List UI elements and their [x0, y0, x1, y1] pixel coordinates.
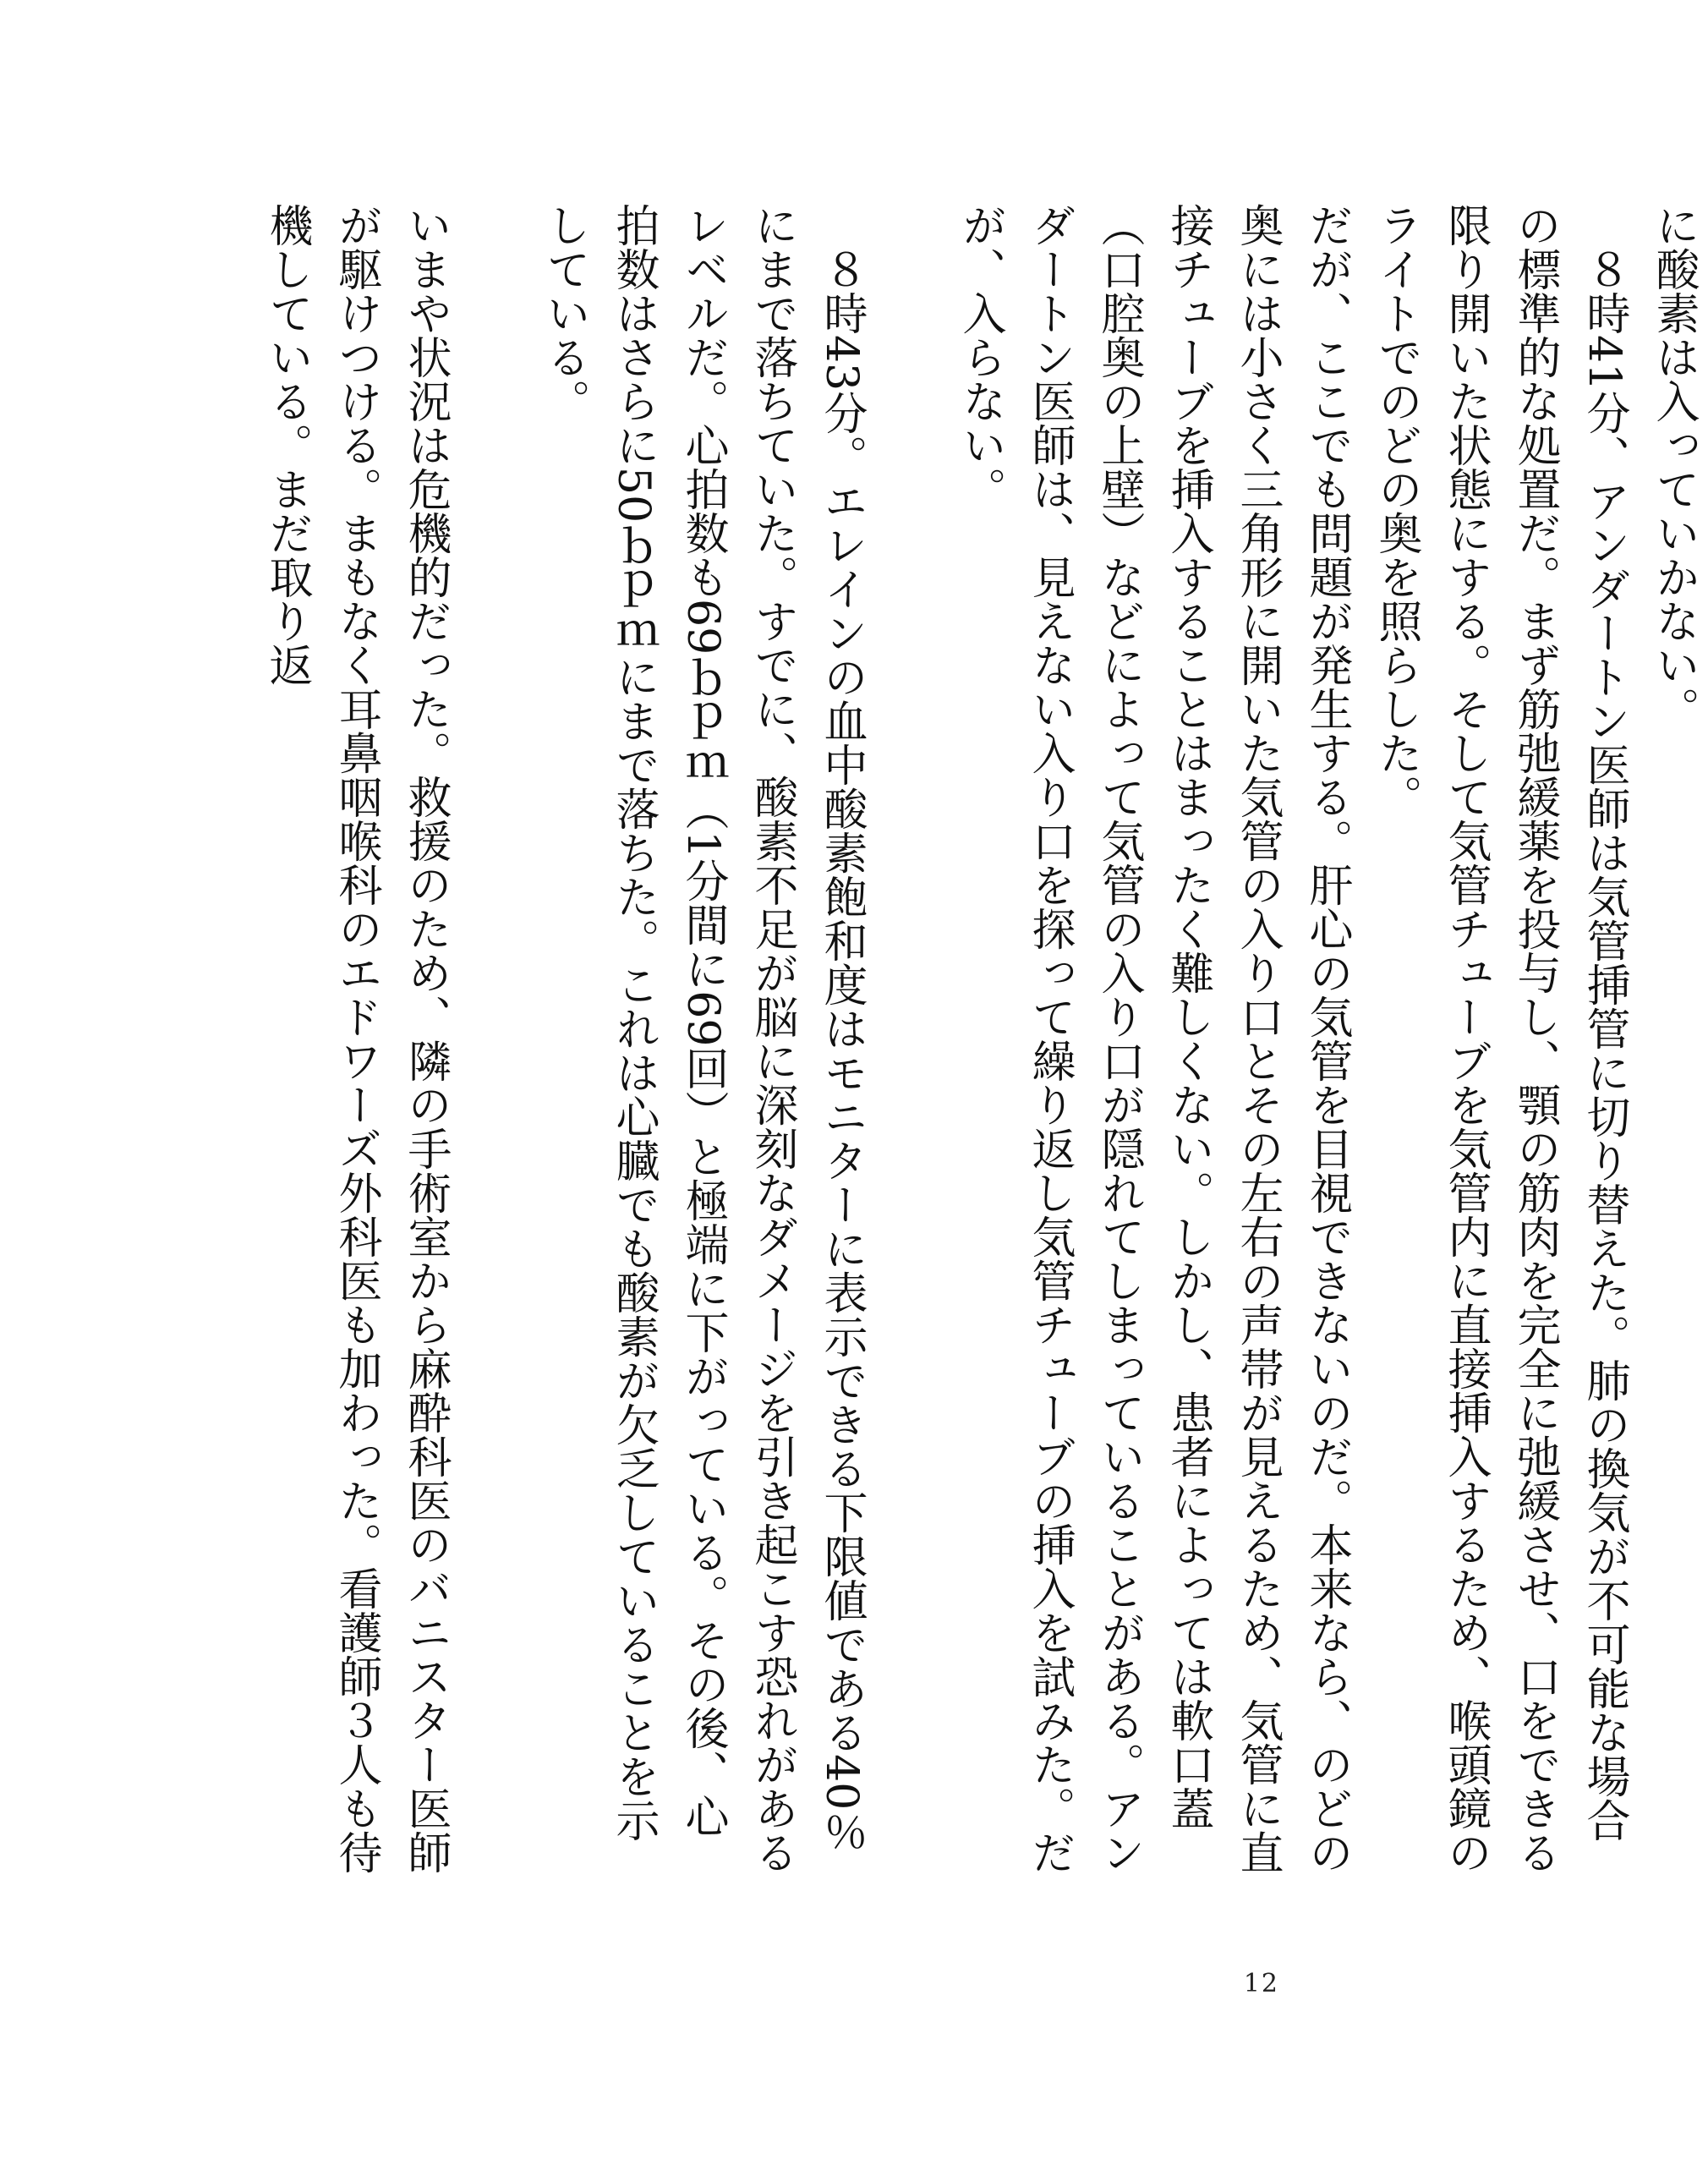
paragraph-5: いまや状況は危機的だった。救援のため、隣の手術室から麻酔科医のバニスター医師が駆けつける。まもなく耳鼻咽喉科のエドワーズ外科医も加わった。看護師３人も待機している。まだ取り返: [261, 203, 451, 1874]
body-text-block: [252, 203, 1699, 1882]
paragraph-1: に酸素は入っていかない。: [1648, 203, 1699, 731]
paragraph-3: だが、ここでも問題が発生する。肝心の気管を目視できないのだ。本来なら、のどの奥には小さく三角形に開いた気管の入り口とその左右の声帯が見えるため、気管に直接チューブを挿入することはまったく難しくない。しかし、患者によっては軟口蓋（口腔奥の上壁）などによって気管の入り口が隠れてしまっていることがある。アンダートン医師は、見えない入り口を探って繰り返し気管チューブの挿入を試みた。だが、入らない。: [955, 203, 1352, 1874]
page-number: 12: [1243, 1969, 1279, 1998]
paragraph-2: ８時41分、アンダートン医師は気管挿管に切り替えた。肺の換気が不可能な場合の標準的な処置だ。まず筋弛緩薬を投与し、顎の筋肉を完全に弛緩させ、口をできる限り開いた状態にする。そして気管チューブを気管内に直接挿入するため、喉頭鏡のライトでのどの奥を照らした。: [1371, 203, 1629, 1874]
paragraph-4: ８時43分。エレインの血中酸素飽和度はモニターに表示できる下限値である40％にまで落ちていた。すでに、酸素不足が脳に深刻なダメージを引き起こす恐れがあるレベルだ。心拍数も69ｂｐｍ（1分間に69回）と極端に下がっている。その後、心拍数はさらに50ｂｐｍにまで落ちた。これは心臓でも酸素が欠乏していることを示している。: [539, 203, 867, 1874]
vertical-text-column-group: [252, 203, 1708, 1882]
